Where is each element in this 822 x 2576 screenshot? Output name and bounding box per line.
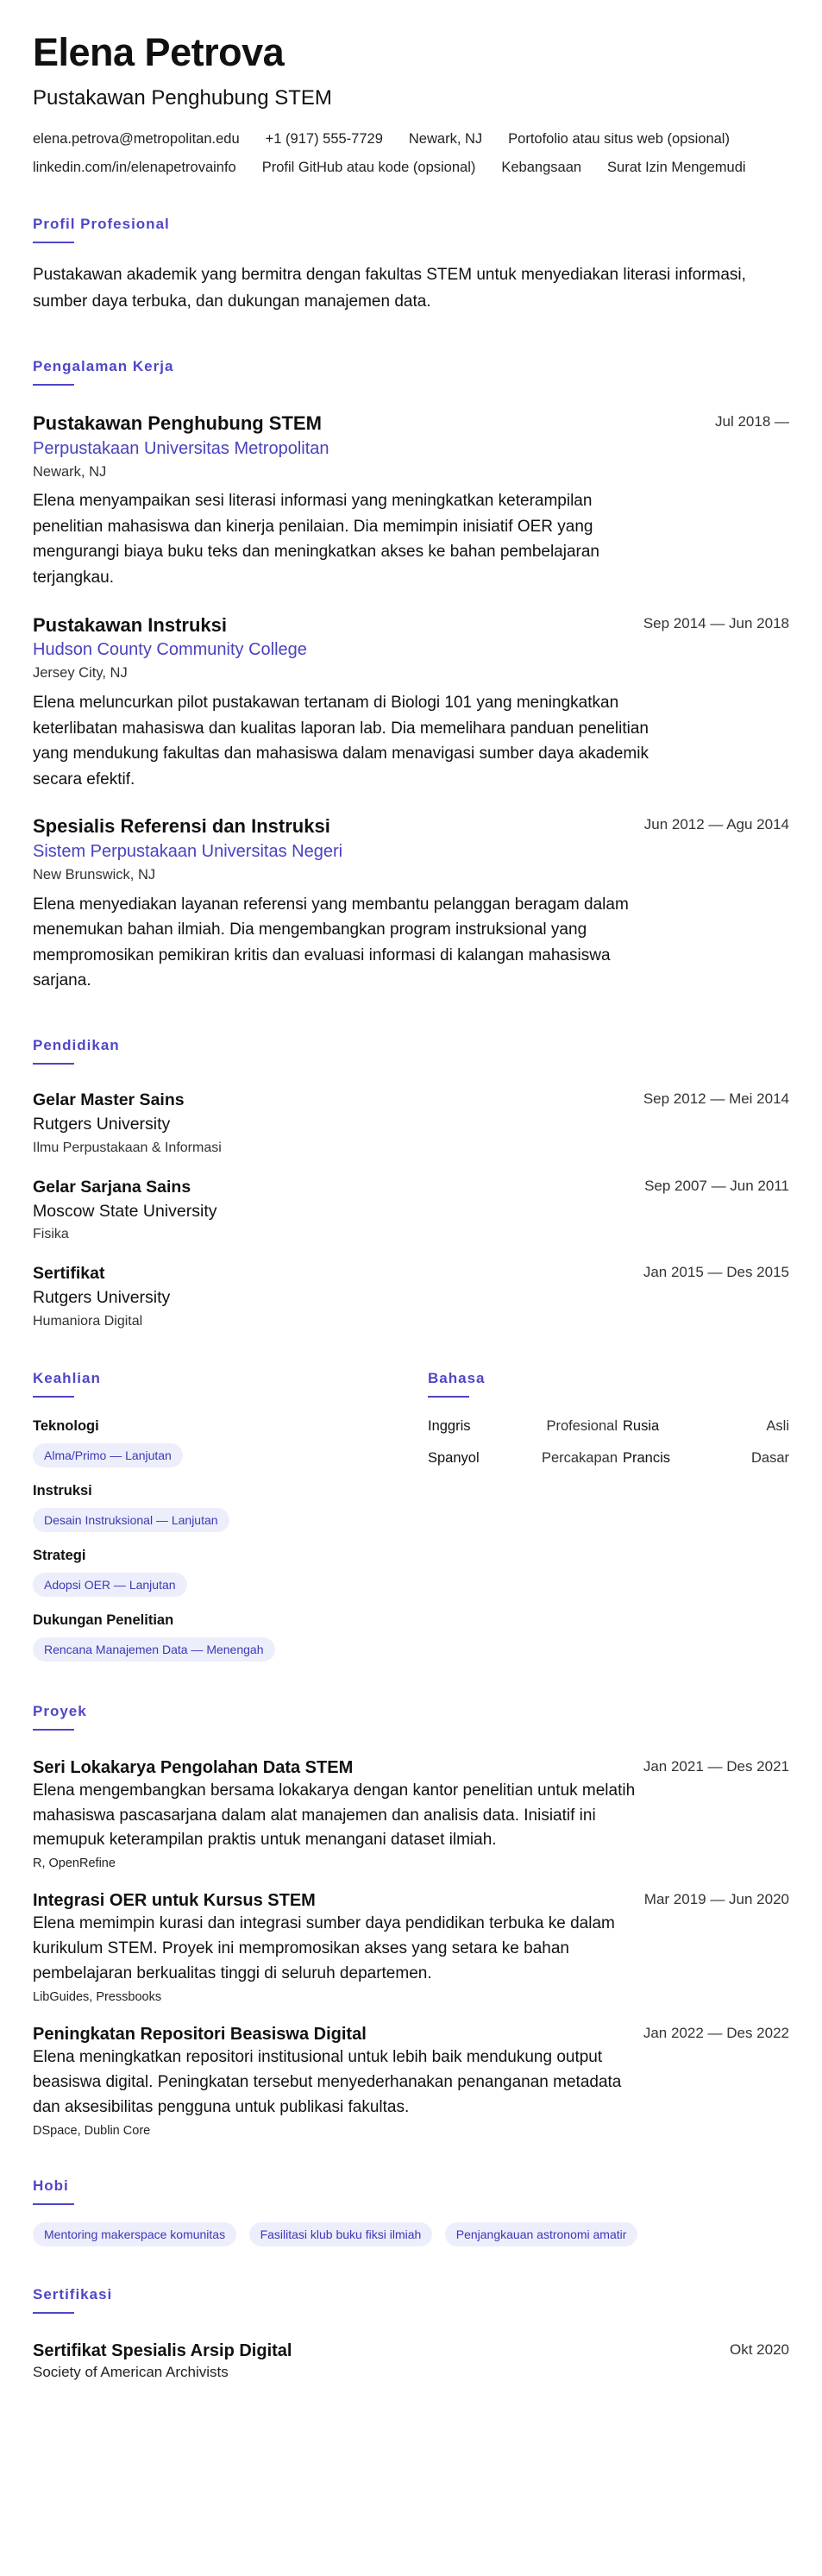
profile-summary: Pustakawan akademik yang bermitra dengan fakultas STEM untuk menyediakan literasi informasi, sumber daya terbuka, dan dukungan manajemen data. — [33, 266, 746, 311]
certifications-section — [33, 2286, 789, 2383]
job-location: Jersey City, NJ — [33, 665, 128, 682]
language-name: Inggris — [428, 1417, 471, 1434]
project-description: Elena memimpin kurasi dan integrasi sumber daya pendidikan terbuka ke dalam kurikulum STEM. Proyek ini mempromosikan akses yang setara ke bahan pembelajaran berkualitas tinggi di seluruh departemen. — [33, 1914, 615, 1983]
project-tools: R, OpenRefine — [33, 1857, 116, 1871]
profile-section — [33, 216, 789, 315]
education-degree: Gelar Master Sains — [33, 1090, 185, 1110]
education-degree: Gelar Sarjana Sains — [33, 1177, 191, 1197]
job-dates: Jul 2018 — — [715, 413, 789, 430]
certification-issuer: Society of American Archivists — [33, 2363, 229, 2380]
experience-section — [33, 358, 789, 994]
skill-pill: Desain Instruksional — Lanjutan — [33, 1508, 229, 1532]
contact-linkedin[interactable]: linkedin.com/in/elenapetrovainfo — [33, 160, 236, 176]
hobby-pill: Fasilitasi klub buku fiksi ilmiah — [249, 2222, 433, 2246]
education-dates: Jan 2015 — Des 2015 — [643, 1264, 789, 1281]
contact-list — [33, 131, 792, 176]
skill-group — [33, 1612, 428, 1662]
job-title: Spesialis Referensi dan Instruksi — [33, 815, 330, 838]
education-field: Humaniora Digital — [33, 1313, 143, 1329]
language-level: Dasar — [750, 1449, 789, 1466]
project-tools: LibGuides, Pressbooks — [33, 1989, 162, 2004]
skills-languages-row — [33, 1370, 789, 1662]
section-title: Pendidikan — [33, 1037, 789, 1065]
job-dates: Jun 2012 — Agu 2014 — [643, 816, 789, 833]
language-name: Rusia — [623, 1417, 660, 1434]
education-degree: Sertifikat — [33, 1264, 105, 1284]
project-dates: Mar 2019 — Jun 2020 — [643, 1891, 789, 1908]
contact-location: Newark, NJ — [408, 131, 483, 148]
job-title: Pustakawan Instruksi — [33, 613, 227, 636]
section-title: Sertifikasi — [33, 2286, 789, 2314]
section-title: Profil Profesional — [33, 216, 789, 243]
job-description: Elena menyampaikan sesi literasi informasi yang meningkatkan keterampilan penelitian mahasiswa dan kinerja penilaian. Dia memimpin inisiatif OER yang mengurangi biaya buku teks dan meningkatkan akses ke bahan pembelajaran terjangkau. — [33, 492, 599, 587]
contact-portfolio[interactable]: Portofolio atau situs web (opsional) — [508, 131, 730, 148]
skill-group — [33, 1418, 428, 1467]
skill-category: Strategi — [33, 1547, 86, 1563]
skill-category: Dukungan Penelitian — [33, 1612, 174, 1628]
project-title: Peningkatan Repositori Beasiswa Digital — [33, 2024, 367, 2044]
job-dates: Sep 2014 — Jun 2018 — [643, 614, 789, 631]
project-entry — [33, 2023, 789, 2138]
job-entry — [33, 412, 789, 591]
project-title: Seri Lokakarya Pengolahan Data STEM — [33, 1757, 354, 1777]
contact-email[interactable]: elena.petrova@metropolitan.edu — [33, 131, 240, 148]
hobby-list — [33, 2214, 789, 2246]
skill-category: Teknologi — [33, 1417, 99, 1434]
contact-github[interactable]: Profil GitHub atau kode (opsional) — [261, 160, 476, 176]
certification-entry — [33, 2340, 789, 2383]
section-title: Hobi — [33, 2177, 789, 2205]
job-description: Elena menyediakan layanan referensi yang membantu pelanggan beragam dalam menemukan bahan ilmiah. Dia mengembangkan program instruksional yang mempromosikan pemikiran kritis dan evaluasi informasi di kalangan mahasiswa sarjana. — [33, 895, 629, 990]
education-section — [33, 1037, 789, 1332]
job-organization: Sistem Perpustakaan Universitas Negeri — [33, 841, 343, 861]
job-organization: Perpustakaan Universitas Metropolitan — [33, 438, 329, 458]
job-description: Elena meluncurkan pilot pustakawan tertanam di Biologi 101 yang meningkatkan keterlibatan mahasiswa dan kualitas laporan lab. Dia memelihara panduan penelitian yang mendukung fakultas dan mahasiswa dalam menavigasi sumber daya akademik secara efektif. — [33, 693, 649, 789]
skill-pill: Adopsi OER — Lanjutan — [33, 1573, 187, 1597]
project-entry — [33, 1756, 789, 1871]
contact-nationality: Kebangsaan — [501, 160, 582, 176]
certification-title: Sertifikat Spesialis Arsip Digital — [33, 2340, 292, 2360]
education-school: Moscow State University — [33, 1201, 217, 1221]
language-list — [428, 1418, 789, 1467]
project-description: Elena meningkatkan repositori institusional untuk lebih baik mendukung output beasiswa digital. Peningkatan tersebut menyederhanakan penanganan metadata dan aksesibilitas pengguna untuk publikasi fakultas. — [33, 2047, 622, 2116]
hobby-pill: Mentoring makerspace komunitas — [33, 2222, 236, 2246]
section-title: Pengalaman Kerja — [33, 358, 789, 386]
languages-section — [428, 1370, 789, 1662]
project-entry — [33, 1889, 789, 2004]
job-title: Pustakawan Penghubung STEM — [33, 412, 322, 435]
section-title: Proyek — [33, 1703, 789, 1731]
skills-section — [33, 1370, 428, 1662]
project-tools: DSpace, Dublin Core — [33, 2123, 151, 2138]
certification-date: Okt 2020 — [730, 2340, 789, 2358]
language-name: Spanyol — [428, 1449, 480, 1466]
projects-section — [33, 1703, 789, 2138]
section-title: Bahasa — [428, 1370, 789, 1398]
job-location: Newark, NJ — [33, 463, 107, 480]
project-dates: Jan 2022 — Des 2022 — [643, 2024, 789, 2041]
candidate-name: Elena Petrova — [33, 30, 285, 74]
hobbies-section — [33, 2177, 789, 2246]
skill-group — [33, 1483, 428, 1532]
education-school: Rutgers University — [33, 1115, 171, 1134]
hobby-pill: Penjangkauan astronomi amatir — [445, 2222, 638, 2246]
education-dates: Sep 2012 — Mei 2014 — [643, 1090, 789, 1108]
section-title: Keahlian — [33, 1370, 428, 1398]
education-dates: Sep 2007 — Jun 2011 — [644, 1177, 789, 1194]
education-field: Fisika — [33, 1227, 69, 1242]
resume-page — [0, 31, 822, 2382]
skill-category: Instruksi — [33, 1482, 92, 1498]
education-school: Rutgers University — [33, 1288, 171, 1308]
job-location: New Brunswick, NJ — [33, 866, 156, 883]
language-name: Prancis — [623, 1449, 671, 1466]
contact-driving-license: Surat Izin Mengemudi — [607, 160, 746, 176]
skill-group — [33, 1548, 428, 1597]
project-description: Elena mengembangkan bersama lokakarya dengan kantor penelitian untuk melatih mahasiswa pascasarjana dalam alat manajemen dan analisis data. Inisiatif ini memupuk keterampilan praktis untuk menangani dataset ilmiah. — [33, 1781, 636, 1850]
candidate-headline: Pustakawan Penghubung STEM — [33, 85, 332, 110]
skill-pill: Alma/Primo — Lanjutan — [33, 1443, 183, 1467]
language-level: Profesional — [546, 1417, 618, 1434]
project-dates: Jan 2021 — Des 2021 — [643, 1757, 789, 1775]
skill-pill: Rencana Manajemen Data — Menengah — [33, 1637, 275, 1662]
contact-phone[interactable]: +1 (917) 555-7729 — [265, 131, 383, 148]
education-entry — [33, 1176, 789, 1246]
language-level: Asli — [766, 1417, 789, 1434]
language-level: Percakapan — [541, 1449, 618, 1466]
job-entry — [33, 613, 789, 793]
education-field: Ilmu Perpustakaan & Informasi — [33, 1140, 222, 1155]
education-entry — [33, 1089, 789, 1159]
project-title: Integrasi OER untuk Kursus STEM — [33, 1891, 316, 1911]
job-entry — [33, 814, 789, 994]
education-entry — [33, 1262, 789, 1332]
job-organization: Hudson County Community College — [33, 640, 307, 660]
